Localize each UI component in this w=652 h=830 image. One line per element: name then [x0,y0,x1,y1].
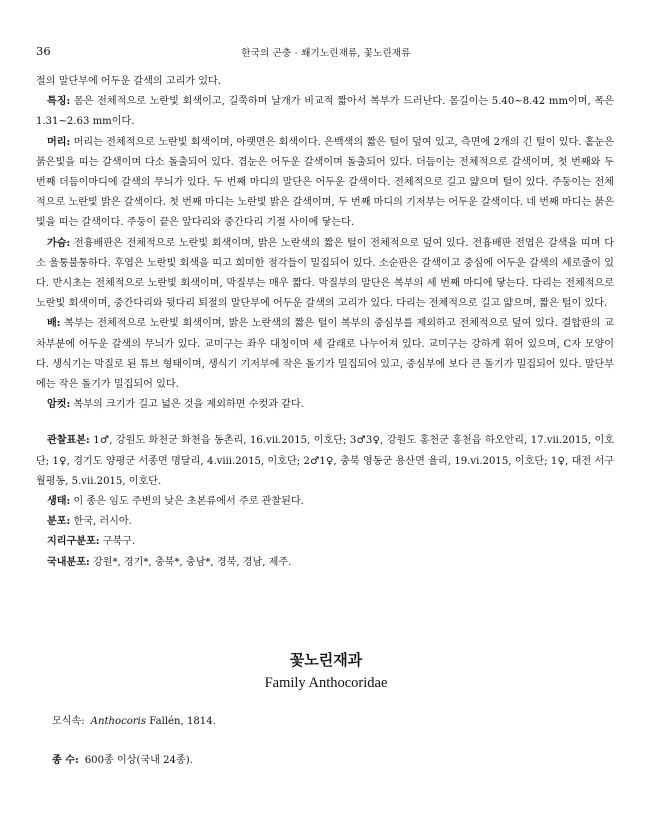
family-heading [0,648,652,694]
species-description [36,72,614,573]
abdomen-label: 배: [47,318,61,330]
species-count-value: 600종 이상(국내 24종). [84,755,193,766]
record-text: 강원*, 경기*, 충북*, 충남*, 경북, 경남, 제주. [92,556,292,568]
paragraph-text: 절의 말단부에 어두운 갈색의 고리가 있다. [36,76,222,87]
record-distribution [36,512,614,532]
type-genus-name: Anthocoris [90,716,147,727]
zoogeography-label: 지리구분포: [47,536,100,548]
record-specimens [36,431,614,492]
ecology-label: 생태: [47,496,71,508]
type-genus-author: Fallén, 1814. [149,716,216,727]
section-gap [36,415,614,431]
thorax-label: 가슴: [47,237,71,249]
paragraph-female [36,395,614,415]
page-number: 36 [36,44,51,58]
record-domestic-distribution [36,553,614,573]
record-zoogeography [36,532,614,552]
paragraph-text: 몸은 전체적으로 노란빛 회색이고, 길쭉하며 날개가 비교적 짧아서 복부가 드러난다. 몸길이는 5.40~8.42 mm이며, 폭은 1.31~2.63 mm이다. [36,96,614,128]
family-korean-name: 꽃노린재과 [289,651,363,669]
record-ecology [36,492,614,512]
paragraph-thorax [36,234,614,315]
species-count-label: 종 수: [52,755,79,766]
paragraph-text: 머리는 전체적으로 노란빛 회색이며, 아랫면은 회색이다. 은백색의 짧은 털이 덮여 있고, 측면에 2개의 긴 털이 있다. 홑눈은 붉은빛을 띠는 갈색이며 다소 돌출되어 있다. 겹눈은 어두운 갈색이며 돌출되어 있다. 더듬이는 전체적으로 갈색이며, 첫 번째와 두 번째 더듬이마디에 갈색의 무늬가 있다. 두 번째 마디의 말단은 어두운 갈색이다. 전체적으로 길고 얇으며 털이 있다. 주둥이는 전체적으로 노란빛 밝은 갈색이다. 첫 번째 마디는 노란빛 밝은 갈색이며, 두 번째 마디의 기저부는 어두운 갈색이다. 네 번째 마디는 붉은빛을 띠는 갈색이다. 주둥이 끝은 앞다리와 중간다리 기절 사이에 닿는다. [36,136,614,229]
female-label: 암컷: [47,399,71,411]
record-text: 한국, 러시아. [73,516,132,528]
paragraph-features [36,92,614,132]
species-count [52,751,193,771]
running-header: 한국의 곤충 · 쐐기노린재류, 꽃노린재류 [241,48,411,59]
type-genus [52,712,216,732]
specimens-label: 관찰표본: [47,435,90,447]
head-label: 머리: [47,136,71,148]
record-text: 1♂, 강원도 화천군 화천읍 동촌리, 16.vii.2015, 이호단; 3♂3♀, 강원도 홍천군 홍천읍 하오안리, 17.vii.2015, 이호단; 1♀, 경기도 양평군 서종면 명달리, 4.viii.2015, 이호단; 2♂1♀, 충북 영동군 용산면 율리, 19.vi.2015, 이호단; 1♀, 대전 서구 월평동, 5.vii.2015, 이호단. [36,435,614,487]
family-latin-name: Family Anthocoridae [264,675,388,691]
record-text: 구북구. [102,536,136,548]
distribution-label: 분포: [47,516,71,528]
record-text: 이 종은 임도 주변의 낮은 초본류에서 주로 관찰된다. [73,496,304,508]
paragraph-abdomen [36,314,614,395]
features-label: 특징: [47,96,71,108]
domestic-distribution-label: 국내분포: [47,556,90,568]
paragraph-text: 복부는 전체적으로 노란빛 회색이며, 밝은 노란색의 짧은 털이 복부의 중심부를 제외하고 전체적으로 덮여 있다. 결합판의 교차부분에 어두운 갈색의 무늬가 있다. 교미구는 좌우 대칭이며 세 갈래로 나누어져 있다. 교미구는 강하게 휘어 있으며, C자 모양이다. 생식기는 막질로 된 튜브 형태이며, 생식기 기저부에 작은 돌기가 밀집되어 있고, 중심부에 보다 큰 돌기가 밀집되어 있다. 말단부에는 작은 돌기가 밀집되어 있다. [36,318,614,391]
paragraph-text: 전흉배판은 전체적으로 노란빛 회색이며, 밝은 노란색의 짧은 털이 전체적으로 덮여 있다. 전흉배판 전엽은 갈색을 띠며 다소 울퉁불퉁하다. 후엽은 노란빛 회색을 띠고 희미한 점각들이 밀집되어 있다. 소순판은 갈색이고 중심에 어두운 갈색의 세로줄이 있다. 반시초는 전체적으로 노란빛 회색이며, 막질부는 매우 짧다. 막질부의 말단은 복부의 세 번째 마디에 닿는다. 다리는 전체적으로 노란빛 회색이며, 중간다리와 뒷다리 퇴절의 말단부에 어두운 갈색의 고리가 있다. 다리는 전체적으로 길고 얇으며, 짧은 털이 있다. [36,237,614,310]
paragraph-head [36,133,614,234]
type-genus-label: 모식속: [52,716,85,727]
paragraph-continuation [36,72,614,92]
paragraph-text: 복부의 크기가 길고 넓은 것을 제외하면 수컷과 같다. [73,399,304,411]
